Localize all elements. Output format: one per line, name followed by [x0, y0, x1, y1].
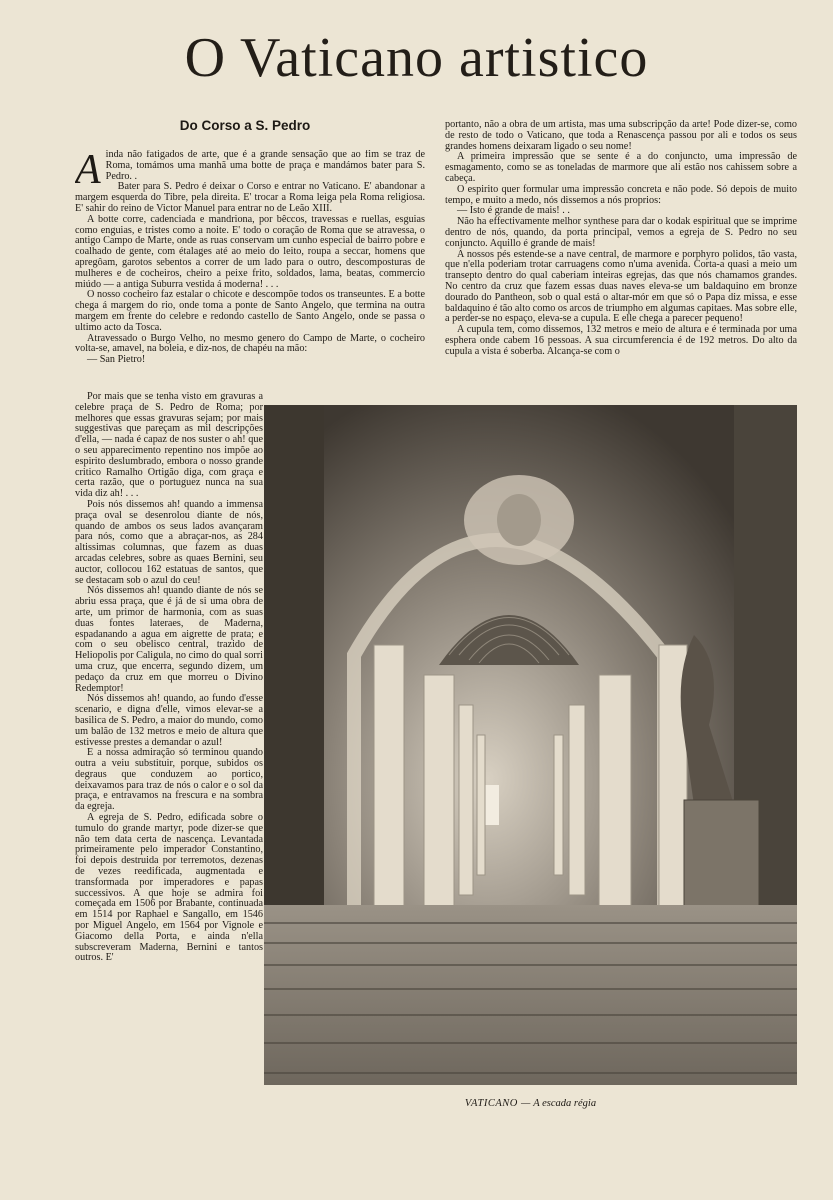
photo-scala-regia — [264, 405, 797, 1085]
paragraph: E a nossa admiração só terminou quando outra a veiu substituir, porque, subidos os degraus que conduzem ao portico, deixavamos para traz de nós o calor e o sol da praça, e entravamos na frescura e na sombra da egreja. — [75, 747, 263, 813]
paragraph: A botte corre, cadenciada e mandriona, por bêccos, travessas e ruellas, esguias como enguias, e tristes como a noite. E' todo o coração de Roma que se atravessa, o antigo Campo de Marte, onde as ruas conservam um cunho especial de bairro pobre e coalhado de gente, com étalages até ao meio do leito, roupa a seccar, homens que apregôam, garotos sebentos a correr de um lado para o outro, descomposturas de mulheres e de cocheiros, cheiro a peixe frito, soldados, lama, beatas, commercio miúdo — a antiga Suburra vestida á moderna! . . . — [75, 213, 425, 290]
paragraph: Bater para S. Pedro é deixar o Corso e entrar no Vaticano. E' abandonar a margem esquerda do Tibre, pela direita. E' trocar a Roma leiga pela Roma religiosa. E' sahir do reino de Victor Manuel para entrar no de Leão XIII. — [75, 181, 425, 214]
article-title: O Vaticano artistico — [184, 27, 649, 89]
paragraph: Nós dissemos ah! quando diante de nós se abriu essa praça, que é já de si uma obra de arte, um primor de harmonia, com as suas duas fontes lateraes, de Maderna, espadanando a agua em aigrette de prata; e com o seu obelisco central, trazido de Heliopolis por Caligula, no cimo do qual sorri uma cruz, que encerra, segundo dizem, um pedaço da cruz em que morreu o Divino Redemptor! — [75, 585, 263, 694]
text-column-1 — [75, 150, 425, 398]
paragraph: — San Pietro! — [87, 354, 146, 366]
paragraph: A primeira impressão que se sente é a do conjuncto, uma impressão de esmagamento, como se as toneladas de marmore que ali estão nos cahissem sobre a cabeça. — [445, 151, 797, 184]
drop-cap: A — [75, 150, 101, 193]
paragraph: Não ha effectivamente melhor synthese para dar o kodak espiritual que se imprime dentro de nós, quando, da porta principal, vemos a egreja de S. Pedro no seu conjuncto. Aquillo é grande de mais! — [445, 216, 797, 249]
paragraph: portanto, não a obra de um artista, mas uma subscripção da arte! Pode dizer-se, como de resto de todo o Vaticano, que toda a Renascença passou por ali e todos os seus grandes homens deixaram ligado o seu nome! — [445, 120, 797, 152]
text-column-2 — [445, 120, 797, 382]
photo-caption — [264, 1098, 797, 1109]
photo-illustration — [264, 405, 797, 1085]
paragraph: — Isto é grande de mais! . . — [457, 205, 570, 217]
article-subtitle: Do Corso a S. Pedro — [179, 118, 311, 133]
paragraph: inda não fatigados de arte, que é a grande sensação que ao fim se traz de Roma, tomámos uma manhã uma botte de praça e mandámos bater para S. Pedro. . — [105, 150, 425, 182]
caption-label: VATICANO — — [464, 1098, 531, 1109]
paragraph: Pois nós dissemos ah! quando a immensa praça oval se desenrolou diante de nós, quando de ambos os seus lados avançaram para nós, como que a abraçar-nos, as 284 altissimas columnas, que fazem as duas arcadas celebres, sobre as quaes Bernini, seu auctor, collocou 162 estatuas de santos, que se destacam sob o azul do ceu! — [75, 498, 263, 586]
paragraph: A nossos pés estende-se a nave central, de marmore e porphyro polidos, tão vasta, que n'ella poderiam trotar carruagens como n'uma avenida. Corta-a quasi a meio um transepto dentro do qual caberiam inteiras egrejas, das que nós chamamos grandes. No centro da cruz que fazem essas duas naves eleva-se um baldaquino em bronze dourado do Pantheon, sob o qual está o altar-mór em que só o Papa diz missa, e esse baldaquino é tão alto como os arcos de triumpho em algumas capitaes. Mas sobre elle, a perder-se no espaço, eleva-se a cupula. E elle chega a parecer pequeno! — [445, 248, 797, 325]
caption-text: A escada régia — [533, 1098, 597, 1109]
paragraph: O nosso cocheiro faz estalar o chicote e descompõe todos os transeuntes. E a botte chega á margem do rio, onde toma a ponte de Santo Angelo, que termina na outra margem em frente do celebre e redondo castello de Santo Angelo, onde se passa o ultimo acto da Tosca. — [75, 289, 425, 333]
paragraph: A cupula tem, como dissemos, 132 metros e meio de altura e é terminada por uma esphera onde cabem 16 pessoas. A sua circumferencia é de 192 metros. Do alto da cupula a vista é soberba. Alcança-se com o — [445, 324, 797, 357]
paragraph: Por mais que se tenha visto em gravuras a celebre praça de S. Pedro de Roma; por melhores que essas gravuras sejam; por mais suggestivas que pareçam as mil descripções d'ella, — nada é capaz de nos suster o ah! que o seu apparecimento repentino nos impõe ao espirito deslumbrado, embora o nosso grande critico Ramalho Ortigão diga, com graça e certa razão, que o portuguez nunca na sua vida diz ah! . . . — [75, 392, 263, 500]
paragraph: O espirito quer formular uma impressão concreta e não pode. Só depois de muito tempo, e muito a medo, nós dissemos a nós proprios: — [445, 183, 797, 206]
paragraph: Nós dissemos ah! quando, ao fundo d'esse scenario, e digna d'elle, vimos elevar-se a basilica de S. Pedro, a maior do mundo, como um balão de 132 metros e meio de altura que estivesse prestes a demandar o azul! — [75, 693, 263, 748]
paragraph: A egreja de S. Pedro, edificada sobre o tumulo do grande martyr, pode dizer-se que não tem data certa de nascença. Levantada primeiramente pelo imperador Constantino, foi depois destruida por terremotos, dezenas de vezes reedificada, augmentada e transformada por imperadores e papas successivos. A que hoje se admira foi começada em 1506 por Brabante, continuada em 1514 por Raphael e Sangallo, em 1546 por Miguel Angelo, em 1564 por Vignole e Giacomo della Porta, e ainda n'ella subscreveram Maderna, Bernini e tantos outros. E' — [75, 812, 263, 964]
paragraph: Atravessado o Burgo Velho, no mesmo genero do Campo de Marte, o cocheiro volta-se, amavel, na boleia, e diz-nos, de chapéu na mão: — [75, 332, 425, 355]
text-column-3 — [75, 392, 263, 1142]
